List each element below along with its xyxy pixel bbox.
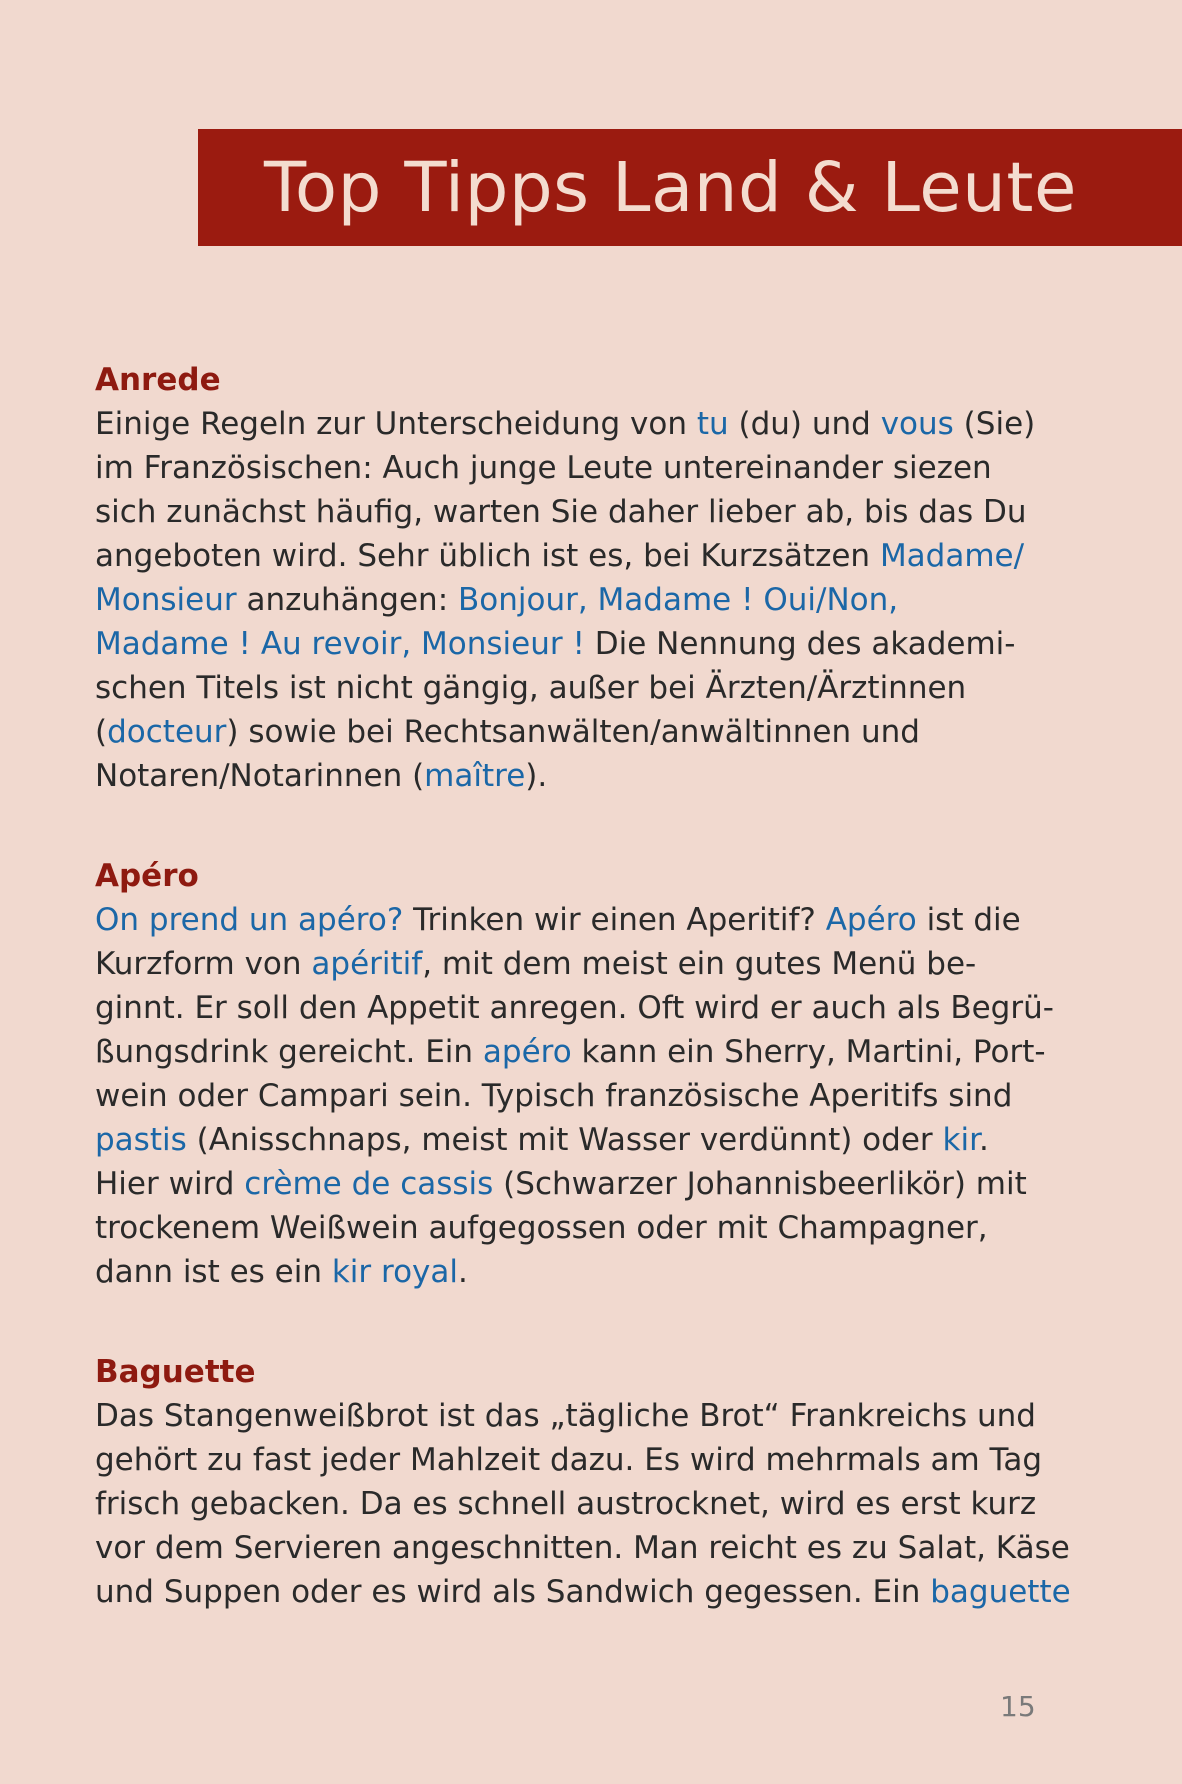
- text-line: [95, 446, 1095, 490]
- french-term: baguette: [930, 1574, 1071, 1610]
- text-line: [95, 622, 1095, 666]
- text-segment: frisch gebacken. Da es schnell austrocknet, wird es erst kurz: [95, 1486, 1037, 1522]
- text-segment: Hier wird: [95, 1166, 245, 1202]
- text-segment: .: [978, 1122, 989, 1158]
- text-line: [95, 942, 1095, 986]
- text-segment: kann ein Sherry, Martini, Port-: [571, 1034, 1046, 1070]
- text-segment: Die Nennung des akademi-: [584, 626, 1016, 662]
- text-line: [95, 1394, 1095, 1438]
- french-term: On prend un apéro?: [95, 902, 404, 938]
- text-line: [95, 1118, 1095, 1162]
- text-segment: .: [458, 1254, 468, 1290]
- french-term: Bonjour, Madame ! Oui/Non,: [458, 582, 899, 618]
- text-line: [95, 1570, 1095, 1614]
- section-baguette: [95, 1350, 1095, 1614]
- text-segment: , mit dem meist ein gutes Menü be-: [422, 946, 977, 982]
- text-line: [95, 490, 1095, 534]
- text-segment: Das Stangenweißbrot ist das „tägliche Brot“ Frankreichs und: [95, 1398, 1036, 1434]
- text-line: [95, 1030, 1095, 1074]
- text-line: [95, 754, 1095, 798]
- text-segment: ist die: [916, 902, 1021, 938]
- text-segment: schen Titels ist nicht gängig, außer bei Ärzten/Ärztinnen: [95, 670, 967, 706]
- french-term: vous: [880, 406, 954, 442]
- text-segment: ginnt. Er soll den Appetit anregen. Oft wird er auch als Begrü-: [95, 990, 1054, 1026]
- text-line: [95, 1526, 1095, 1570]
- text-segment: ßungsdrink gereicht. Ein: [95, 1034, 483, 1070]
- section-ap-ro: [95, 854, 1095, 1294]
- text-segment: (du) und: [728, 406, 881, 442]
- text-line: [95, 1482, 1095, 1526]
- text-line: [95, 1162, 1095, 1206]
- text-line: [95, 1438, 1095, 1482]
- french-term: Madame ! Au revoir, Monsieur !: [95, 626, 585, 662]
- text-segment: (Anisschnaps, meist mit Wasser verdünnt) oder: [186, 1122, 943, 1158]
- french-term: kir royal: [331, 1254, 459, 1290]
- french-term: maître: [424, 758, 526, 794]
- text-line: [95, 1250, 1095, 1294]
- text-line: [95, 1074, 1095, 1118]
- content-body: [95, 358, 1095, 1670]
- text-segment: Trinken wir einen Aperitif?: [403, 902, 826, 938]
- text-segment: gehört zu fast jeder Mahlzeit dazu. Es wird mehrmals am Tag: [95, 1442, 1043, 1478]
- text-segment: (: [95, 714, 108, 750]
- french-term: Apéro: [825, 902, 917, 938]
- section-heading: Anrede: [95, 362, 221, 398]
- section-heading: Baguette: [95, 1354, 256, 1390]
- french-term: Monsieur: [95, 582, 237, 618]
- text-segment: ) sowie bei Rechtsanwälten/anwältinnen und: [226, 714, 920, 750]
- text-segment: sich zunächst häufig, warten Sie daher lieber ab, bis das Du: [95, 494, 1027, 530]
- text-segment: (Sie): [953, 406, 1036, 442]
- text-line: [95, 578, 1095, 622]
- text-segment: und Suppen oder es wird als Sandwich gegessen. Ein: [95, 1574, 931, 1610]
- text-segment: wein oder Campari sein. Typisch französische Aperitifs sind: [95, 1078, 1013, 1114]
- text-segment: trockenem Weißwein aufgegossen oder mit Champagner,: [95, 1210, 988, 1246]
- text-segment: Notaren/Notarinnen (: [95, 758, 425, 794]
- text-line: [95, 402, 1095, 446]
- page-number: 15: [1000, 1690, 1036, 1723]
- text-line: [95, 666, 1095, 710]
- section-heading: Apéro: [95, 858, 199, 894]
- text-line: [95, 898, 1095, 942]
- text-segment: Einige Regeln zur Unterscheidung von: [95, 406, 697, 442]
- french-term: Madame/: [879, 538, 1025, 574]
- section-anrede: [95, 358, 1095, 798]
- text-line: [95, 534, 1095, 578]
- title-banner: [198, 129, 1182, 246]
- french-term: apéritif: [311, 946, 423, 982]
- french-term: docteur: [107, 714, 227, 750]
- text-line: [95, 710, 1095, 754]
- text-segment: vor dem Servieren angeschnitten. Man reicht es zu Salat, Käse: [95, 1530, 1070, 1566]
- text-segment: Kurzform von: [95, 946, 312, 982]
- french-term: tu: [696, 406, 729, 442]
- text-segment: (Schwarzer Johannisbeerlikör) mit: [493, 1166, 1027, 1202]
- page-title: Top Tipps Land & Leute: [264, 147, 1077, 228]
- text-segment: angeboten wird. Sehr üblich ist es, bei Kurzsätzen: [95, 538, 880, 574]
- french-term: kir: [942, 1122, 979, 1158]
- text-segment: dann ist es ein: [95, 1254, 332, 1290]
- french-term: crème de cassis: [244, 1166, 494, 1202]
- text-segment: anzuhängen:: [236, 582, 458, 618]
- french-term: apéro: [482, 1034, 572, 1070]
- text-segment: ).: [525, 758, 548, 794]
- text-line: [95, 1206, 1095, 1250]
- text-line: [95, 986, 1095, 1030]
- text-segment: im Französischen: Auch junge Leute untereinander siezen: [95, 450, 992, 486]
- french-term: pastis: [95, 1122, 187, 1158]
